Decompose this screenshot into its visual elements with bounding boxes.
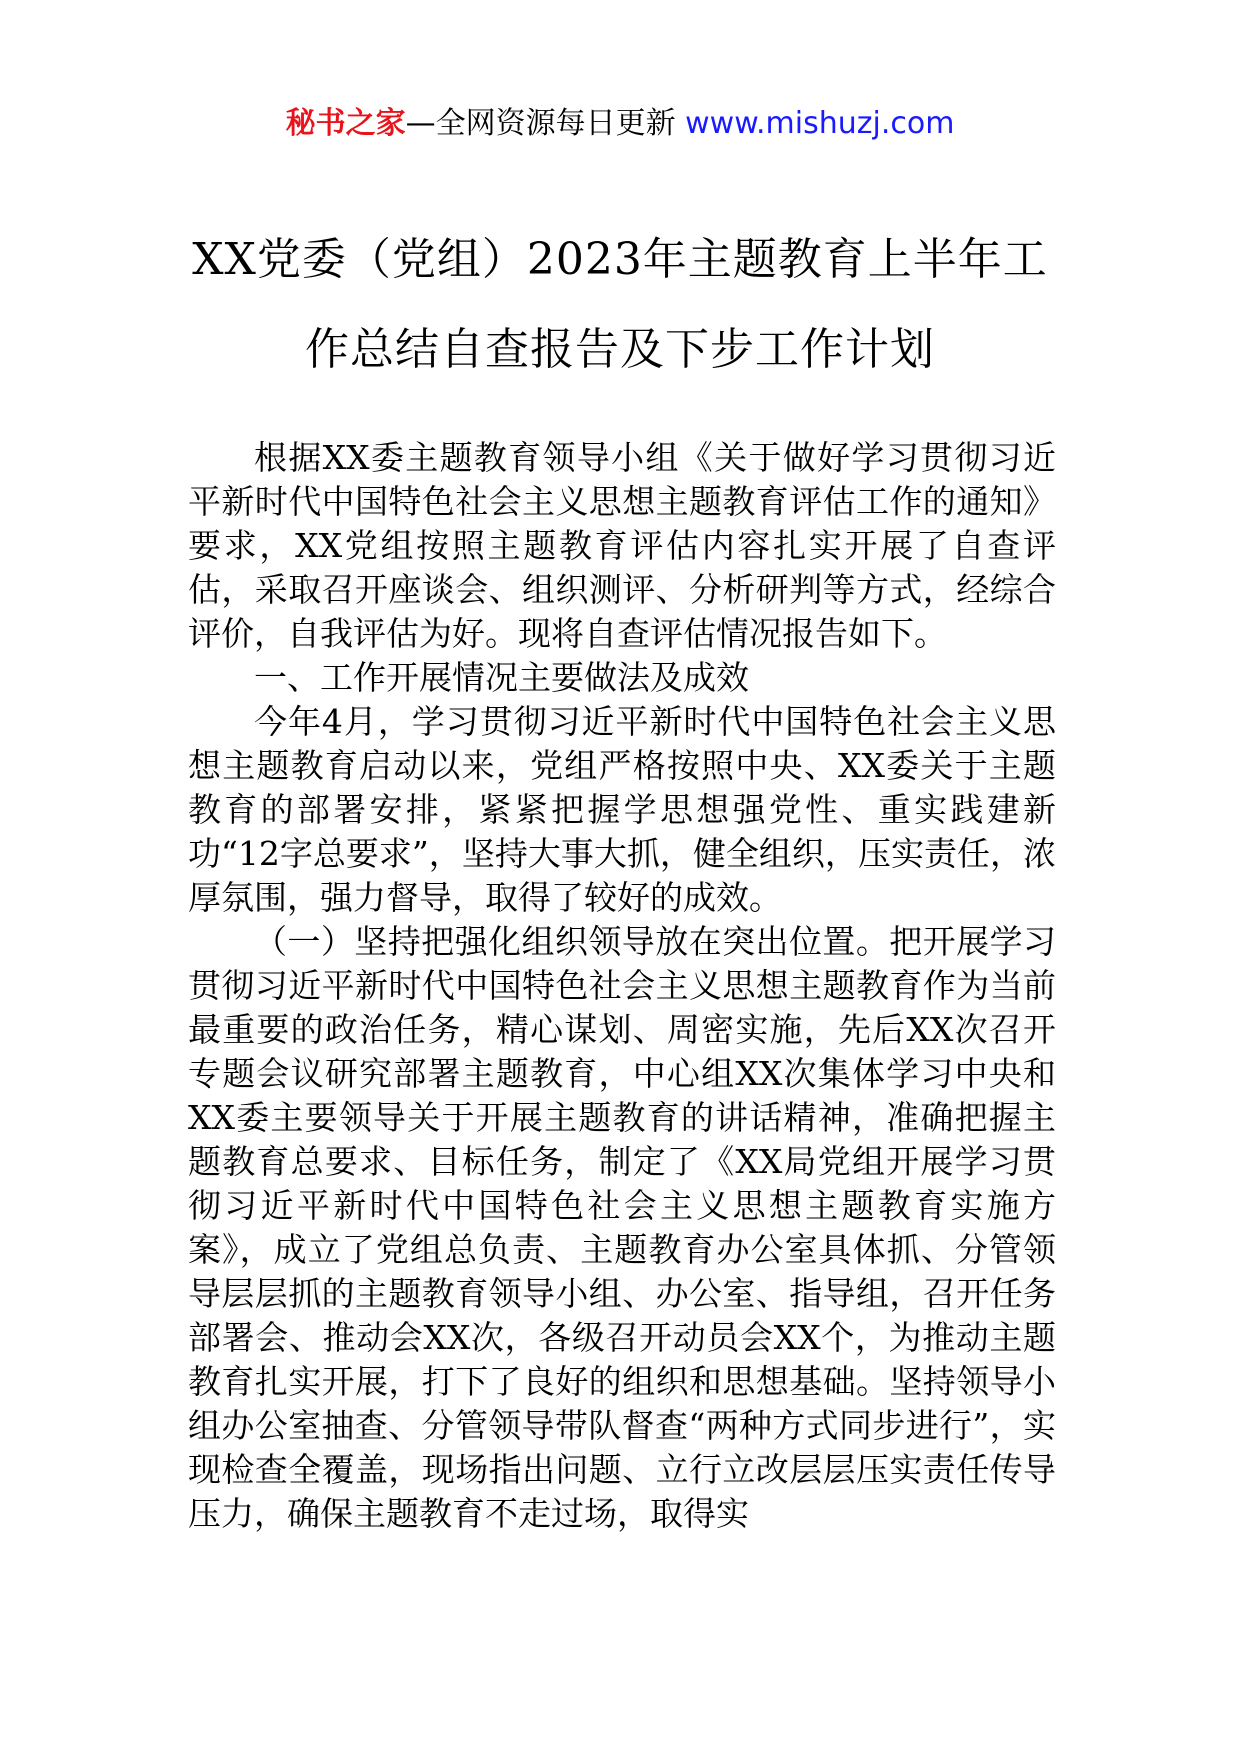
- site-header: [0, 104, 1240, 144]
- title-line-2: 作总结自查报告及下步工作计划: [305, 324, 935, 375]
- document-title: [170, 215, 1070, 395]
- title-line-1: XX党委（党组）2023年主题教育上半年工: [192, 234, 1048, 285]
- site-url-link[interactable]: www.mishuzj.com: [685, 106, 955, 141]
- paragraph-intro: 根据XX委主题教育领导小组《关于做好学习贯彻习近平新时代中国特色社会主义思想主题教育评估工作的通知》要求，XX党组按照主题教育评估内容扎实开展了自查评估，采取召开座谈会、组织测评、分析研判等方式，经综合评价，自我评估为好。现将自查评估情况报告如下。: [188, 438, 1056, 653]
- brand-name: 秘书之家: [285, 106, 406, 141]
- paragraph-subsection-1: （一）坚持把强化组织领导放在突出位置。把开展学习贯彻习近平新时代中国特色社会主义思想主题教育作为当前最重要的政治任务，精心谋划、周密实施，先后XX次召开专题会议研究部署主题教育，中心组XX次集体学习中央和XX委主要领导关于开展主题教育的讲话精神，准确把握主题教育总要求、目标任务，制定了《XX局党组开展学习贯彻习近平新时代中国特色社会主义思想主题教育实施方案》，成立了党组总负责、主题教育办公室具体抓、分管领导层层抓的主题教育领导小组、办公室、指导组，召开任务部署会、推动会XX次，各级召开动员会XX个，为推动主题教育扎实开展，打下了良好的组织和思想基础。坚持领导小组办公室抽查、分管领导带队督查“两种方式同步进行”，实现检查全覆盖，现场指出问题、立行立改层层压实责任传导压力，确保主题教育不走过场，取得实: [188, 922, 1056, 1533]
- paragraph-overview: 今年4月，学习贯彻习近平新时代中国特色社会主义思想主题教育启动以来，党组严格按照中央、XX委关于主题教育的部署安排，紧紧把握学思想强党性、重实践建新功“12字总要求”，坚持大事大抓，健全组织，压实责任，浓厚氛围，强力督导，取得了较好的成效。: [188, 702, 1056, 917]
- header-tagline: —全网资源每日更新: [405, 106, 686, 141]
- section-heading-1: 一、工作开展情况主要做法及成效: [254, 658, 749, 697]
- document-body: [188, 436, 1056, 1536]
